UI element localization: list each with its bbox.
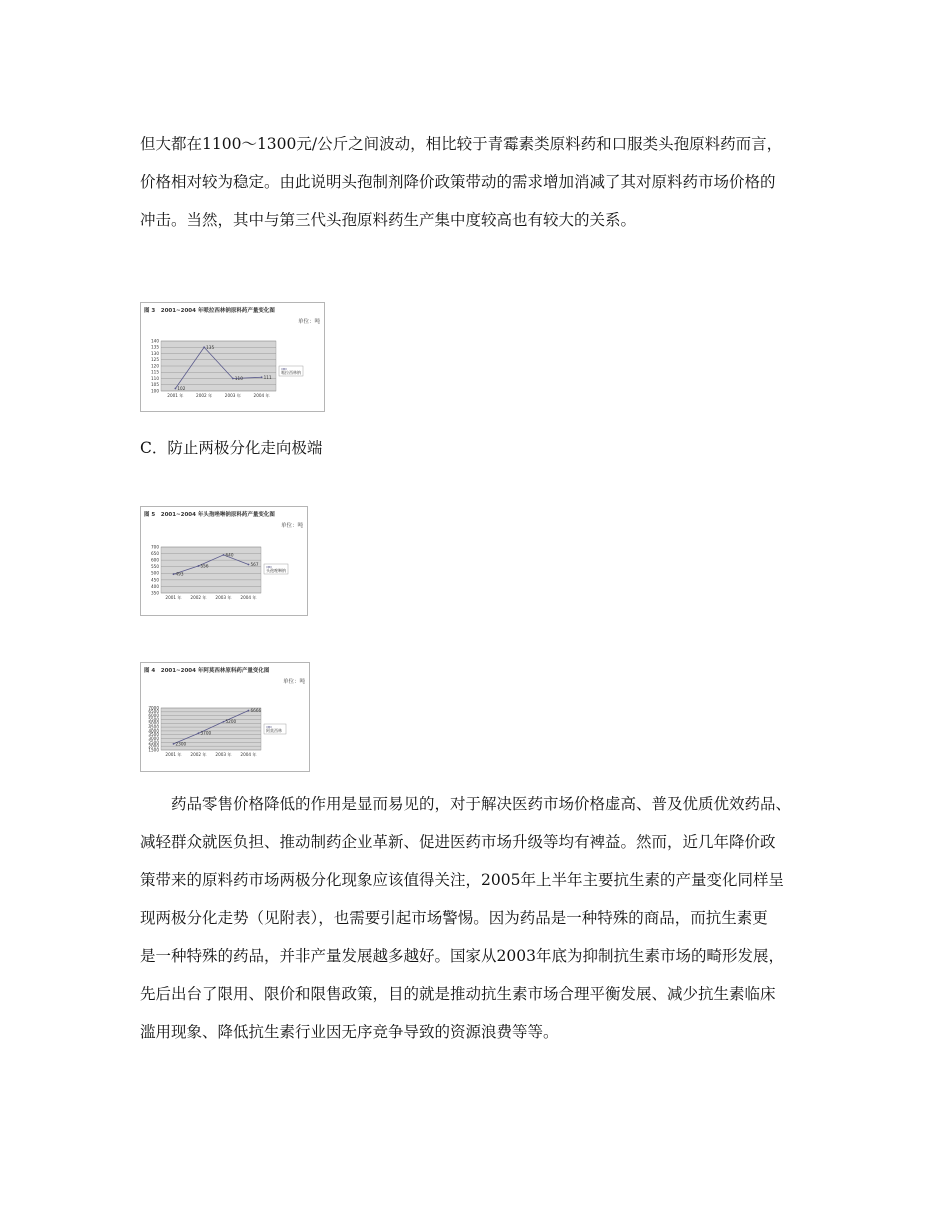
chart-title: 图 4 2001~2004 年阿莫西林原料药产量变化图	[144, 668, 270, 674]
data-point	[248, 564, 250, 566]
paragraph-line: 减轻群众就医负担、推动制药企业革新、促进医药市场升级等均有裨益。然而，近几年降价政	[140, 833, 776, 851]
data-label: 3700	[200, 730, 212, 736]
y-tick-label: 3000	[148, 735, 159, 741]
figure-5-chart	[140, 506, 308, 616]
legend-label: 哌拉西林钠	[281, 370, 301, 375]
plot-area	[161, 547, 261, 593]
data-label: 556	[200, 563, 209, 569]
x-tick-label: 2004 年	[253, 393, 270, 398]
y-tick-label: 7000	[148, 705, 159, 711]
y-tick-label: 120	[151, 363, 159, 369]
figure-4-chart	[140, 662, 310, 772]
y-tick-label: 3500	[148, 732, 159, 738]
y-tick-label: 550	[151, 564, 159, 570]
x-tick-label: 2003 年	[215, 595, 232, 600]
paragraph-line: 是一种特殊的药品，并非产量发展越多越好。国家从2003年底为抑制抗生素市场的畸形发展，	[140, 947, 784, 965]
y-tick-label: 115	[151, 369, 159, 375]
legend-label: 阿莫西林	[266, 728, 282, 733]
data-label: 6666	[250, 708, 262, 714]
data-label: 110	[234, 376, 243, 381]
paragraph-line: 滥用现象、降低抗生素行业因无序竞争导致的资源浪费等等。	[140, 1023, 559, 1041]
legend-label: 头孢唑啉钠	[266, 568, 286, 573]
data-label: 111	[263, 374, 272, 380]
data-label: 567	[250, 561, 259, 567]
y-tick-label: 5500	[148, 716, 159, 722]
data-point	[203, 346, 205, 348]
data-label: 135	[206, 344, 215, 350]
data-point	[198, 565, 200, 567]
data-point	[173, 573, 175, 575]
y-tick-label: 6500	[148, 709, 159, 715]
y-tick-label: 2000	[148, 743, 159, 749]
data-point	[248, 710, 250, 712]
x-tick-label: 2001 年	[167, 393, 184, 398]
paragraph-line: 冲击。当然，其中与第三代头孢原料药生产集中度较高也有较大的关系。	[140, 211, 637, 229]
data-label: 2300	[175, 741, 187, 747]
x-tick-label: 2003 年	[224, 393, 241, 398]
x-tick-label: 2001 年	[165, 595, 182, 600]
x-tick-label: 2002 年	[196, 393, 213, 398]
x-tick-label: 2002 年	[190, 752, 207, 757]
y-tick-label: 4000	[148, 728, 159, 734]
y-tick-label: 600	[151, 557, 159, 563]
chart-unit: 单位：吨	[297, 319, 320, 325]
data-point	[232, 378, 234, 380]
chart-title: 图 3 2001~2004 年哌拉西林钠原料药产量变化图	[144, 308, 275, 314]
chart-unit: 单位：吨	[282, 679, 305, 685]
x-tick-label: 2004 年	[240, 595, 257, 600]
y-tick-label: 400	[151, 583, 159, 589]
data-point	[198, 732, 200, 734]
x-tick-label: 2004 年	[240, 752, 257, 757]
paragraph-line: 价格相对较为稳定。由此说明头孢制剂降价政策带动的需求增加消减了其对原料药市场价格的	[140, 173, 776, 191]
y-tick-label: 140	[151, 338, 159, 344]
chart-svg	[141, 507, 307, 615]
data-point	[223, 554, 225, 556]
chart-svg	[141, 303, 324, 411]
data-label: 102	[177, 386, 186, 391]
data-label: 640	[225, 552, 234, 558]
y-tick-label: 125	[151, 357, 159, 363]
chart-title: 图 5 2001~2004 年头孢唑啉钠原料药产量变化图	[144, 512, 275, 518]
data-label: 493	[175, 571, 184, 577]
y-tick-label: 2500	[148, 739, 159, 745]
paragraph-line: 但大都在1100～1300元/公斤之间波动，相比较于青霉素类原料药和口服类头孢原料药而言，	[140, 135, 783, 153]
data-point	[261, 376, 263, 378]
y-tick-label: 110	[151, 375, 159, 381]
data-point	[223, 721, 225, 723]
paragraph-line: 先后出台了限用、限价和限售政策，目的就是推动抗生素市场合理平衡发展、减少抗生素临床	[140, 985, 776, 1003]
section-heading: C．防止两极分化走向极端	[140, 439, 323, 457]
x-tick-label: 2003 年	[215, 752, 232, 757]
chart-svg	[141, 663, 309, 771]
y-tick-label: 350	[151, 590, 159, 596]
y-tick-label: 6000	[148, 713, 159, 719]
data-point	[173, 743, 175, 745]
data-label: 5200	[225, 719, 237, 725]
paragraph-1	[140, 125, 840, 239]
y-tick-label: 130	[151, 350, 159, 356]
y-tick-label: 135	[151, 344, 159, 350]
paragraph-2	[140, 785, 840, 1051]
data-point	[174, 388, 176, 390]
y-tick-label: 450	[151, 577, 159, 583]
y-tick-label: 1500	[148, 747, 159, 753]
y-tick-label: 700	[151, 544, 159, 550]
y-tick-label: 4500	[148, 724, 159, 730]
y-tick-label: 105	[151, 382, 159, 388]
paragraph-line: 现两极分化走势（见附表），也需要引起市场警惕。因为药品是一种特殊的商品，而抗生素更	[140, 909, 768, 927]
chart-unit: 单位：吨	[280, 523, 303, 529]
x-tick-label: 2001 年	[165, 752, 182, 757]
paragraph-line: 药品零售价格降低的作用是显而易见的，对于解决医药市场价格虚高、普及优质优效药品、	[140, 795, 792, 813]
y-tick-label: 650	[151, 550, 159, 556]
paragraph-line: 策带来的原料药市场两极分化现象应该值得关注，2005年上半年主要抗生素的产量变化同样呈	[140, 871, 784, 889]
y-tick-label: 500	[151, 570, 159, 576]
x-tick-label: 2002 年	[190, 595, 207, 600]
y-tick-label: 100	[151, 388, 159, 394]
figure-3-chart	[140, 302, 325, 412]
y-tick-label: 5000	[148, 720, 159, 726]
